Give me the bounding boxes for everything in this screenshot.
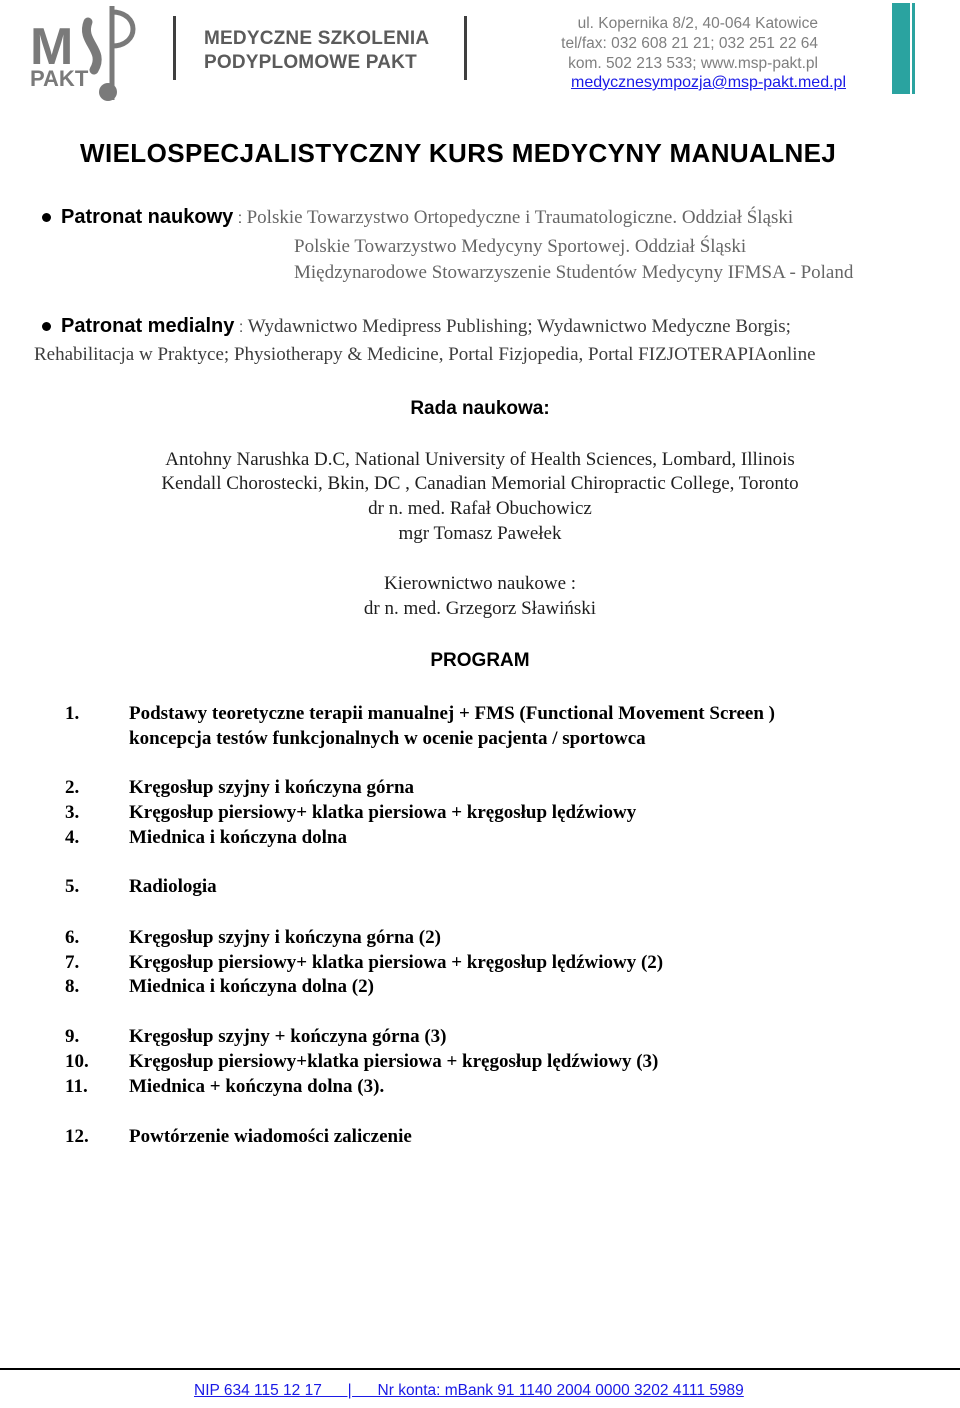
patronat-naukowy-line: Polskie Towarzystwo Ortopedyczne i Traumatologiczne. Oddział Śląski	[246, 207, 794, 228]
program-item-number: 8.	[65, 976, 80, 997]
patronat-medialny-row	[42, 315, 791, 338]
accent-bar-thin	[912, 3, 915, 94]
label-separator: :	[234, 319, 248, 336]
rada-member: mgr Tomasz Pawełek	[398, 523, 562, 544]
label-separator: :	[233, 210, 247, 227]
program-item-text: Kręgosłup piersiowy+klatka piersiowa + kręgosłup lędźwiowy (3)	[129, 1051, 659, 1072]
program-item-text: Kręgosłup szyjny + kończyna górna (3)	[129, 1026, 447, 1047]
program-item-text: Kręgosłup piersiowy+ klatka piersiowa + kręgosłup lędźwiowy (2)	[129, 952, 664, 973]
program-item-number: 1.	[65, 703, 80, 724]
contact-web: kom. 502 213 533; www.msp-pakt.pl	[568, 55, 818, 72]
leadership-label: Kierownictwo naukowe :	[383, 573, 577, 594]
rada-member: dr n. med. Rafał Obuchowicz	[368, 498, 592, 519]
company-name-line2: PODYPLOMOWE PAKT	[204, 52, 417, 73]
program-item-number: 7.	[65, 952, 80, 973]
patronat-naukowy-row	[42, 206, 793, 229]
patronat-medialny-label: Patronat medialny	[61, 315, 235, 337]
rada-member: Antohny Narushka D.C, National University of Health Sciences, Lombard, Illinois	[165, 449, 795, 470]
contact-email-link[interactable]: medycznesympozja@msp-pakt.med.pl	[570, 74, 846, 91]
rada-naukowa-heading: Rada naukowa:	[410, 398, 550, 419]
footer-company-details: NIP 634 115 12 17 | Nr konta: mBank 91 1140 2004 0000 3202 4111 5989	[194, 1382, 744, 1399]
program-item-number: 6.	[65, 927, 80, 948]
course-title: WIELOSPECJALISTYCZNY KURS MEDYCYNY MANUALNEJ	[80, 138, 837, 168]
patronat-naukowy-label: Patronat naukowy	[61, 206, 234, 228]
logo-graphic	[28, 2, 144, 102]
program-item-text-cont: koncepcja testów funkcjonalnych w ocenie pacjenta / sportowca	[129, 728, 646, 749]
program-item-number: 3.	[65, 802, 80, 823]
program-item-text: Podstawy teoretyczne terapii manualnej + FMS (Functional Movement Screen )	[129, 703, 775, 724]
rada-member: Kendall Chorostecki, Bkin, DC , Canadian Memorial Chiropractic College, Toronto	[161, 473, 799, 494]
contact-phone: tel/fax: 032 608 21 21; 032 251 22 64	[561, 35, 818, 52]
program-heading: PROGRAM	[430, 650, 530, 671]
program-item-number: 9.	[65, 1026, 80, 1047]
patronat-naukowy-line: Międzynarodowe Stowarzyszenie Studentów Medycyny IFMSA - Poland	[294, 262, 854, 283]
program-item-text: Miednica i kończyna dolna	[129, 827, 347, 848]
bullet-icon	[42, 213, 51, 222]
program-item-text: Miednica + kończyna dolna (3).	[129, 1076, 385, 1097]
program-item-text: Radiologia	[129, 876, 217, 897]
logo-letters-ms: M	[30, 18, 74, 76]
footer-divider	[0, 1368, 960, 1370]
program-item-text: Kręgosłup piersiowy+ klatka piersiowa + kręgosłup lędźwiowy	[129, 802, 637, 823]
contact-address: ul. Kopernika 8/2, 40-064 Katowice	[577, 15, 818, 32]
header-divider-right	[464, 16, 467, 80]
program-item-number: 12.	[65, 1126, 89, 1147]
program-item-text: Kręgosłup szyjny i kończyna górna	[129, 777, 415, 798]
leadership-name: dr n. med. Grzegorz Sławiński	[363, 598, 597, 619]
program-item-number: 11.	[65, 1076, 88, 1097]
bullet-icon	[42, 322, 51, 331]
program-item-number: 5.	[65, 876, 80, 897]
patronat-naukowy-line: Polskie Towarzystwo Medycyny Sportowej. Oddział Śląski	[294, 236, 747, 257]
program-item-number: 10.	[65, 1051, 89, 1072]
program-item-number: 2.	[65, 777, 80, 798]
company-name-line1: MEDYCZNE SZKOLENIA	[204, 28, 430, 49]
program-item-text: Kręgosłup szyjny i kończyna górna (2)	[129, 927, 441, 948]
accent-bar-teal	[892, 3, 910, 94]
patronat-medialny-line1: Wydawnictwo Medipress Publishing; Wydawnictwo Medyczne Borgis;	[247, 316, 791, 337]
program-item-text: Powtórzenie wiadomości zaliczenie	[129, 1126, 412, 1147]
header-divider-left	[173, 16, 176, 80]
program-item-text: Miednica i kończyna dolna (2)	[129, 976, 374, 997]
patronat-medialny-line2: Rehabilitacja w Praktyce; Physiotherapy & Medicine, Portal Fizjopedia, Portal FIZJOTERAPIAonline	[34, 344, 816, 365]
logo-word-pakt: PAKT	[30, 66, 89, 91]
msp-pakt-logo	[28, 2, 144, 102]
program-item-number: 4.	[65, 827, 80, 848]
